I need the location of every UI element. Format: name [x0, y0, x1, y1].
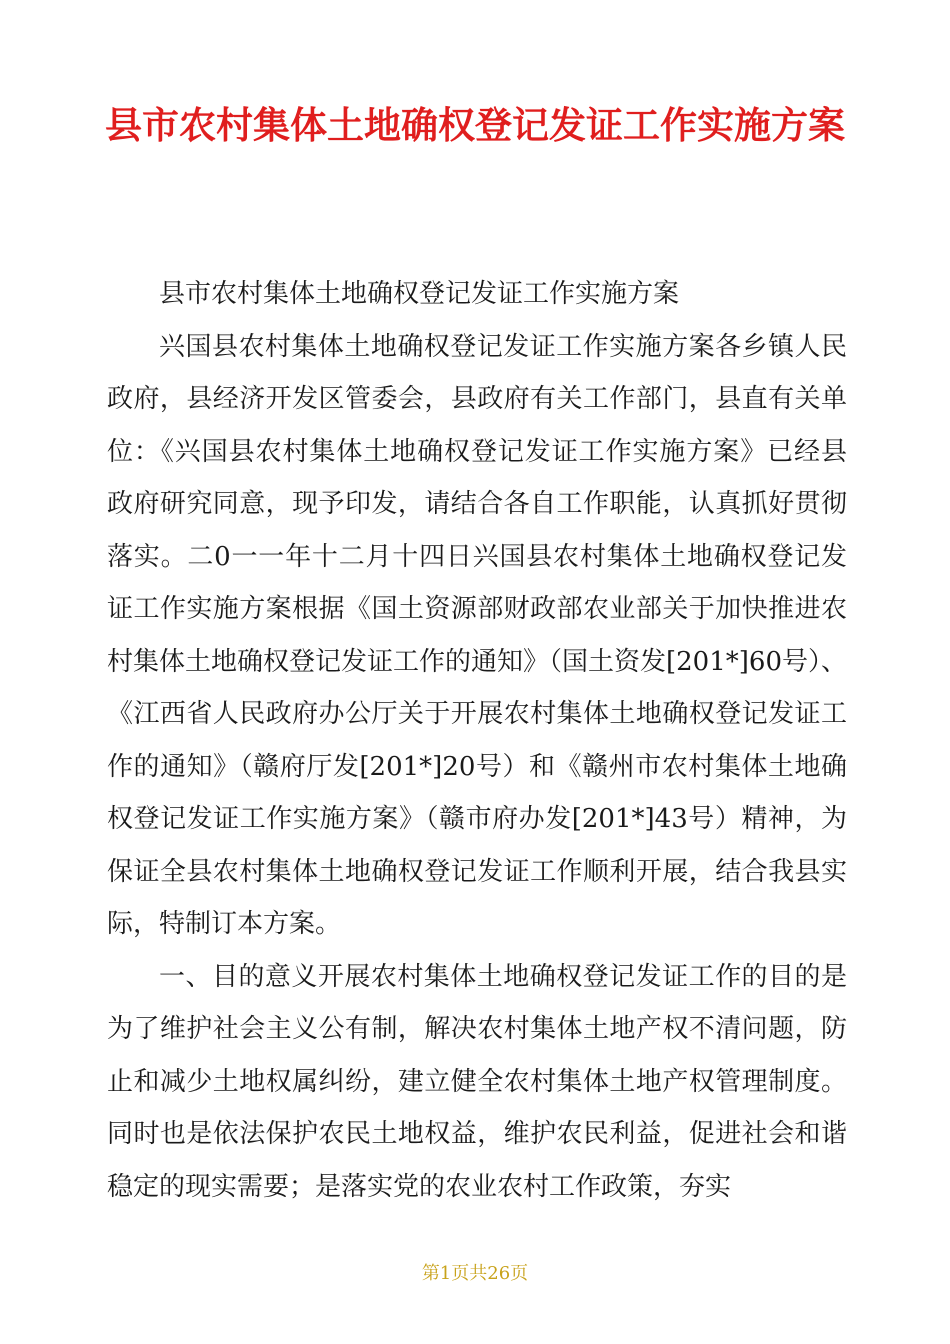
paragraph-notice: 兴国县农村集体土地确权登记发证工作实施方案各乡镇人民政府，县经济开发区管委会，县政府有关工作部门，县直有关单位：《兴国县农村集体土地确权登记发证工作实施方案》已经县政府研究同意，现予印发，请结合各自工作职能，认真抓好贯彻落实。二0一一年十二月十四日兴国县农村集体土地确权登记发证工作实施方案根据《国土资源部财政部农业部关于加快推进农村集体土地确权登记发证工作的通知》（国土资发[201*]60号）、《江西省人民政府办公厅关于开展农村集体土地确权登记发证工作的通知》（赣府厅发[201*]20号）和《赣州市农村集体土地确权登记发证工作实施方案》（赣市府办发[201*]43号）精神，为保证全县农村集体土地确权登记发证工作顺利开展，结合我县实际，特制订本方案。 [107, 331, 847, 939]
document-body [107, 268, 847, 1213]
page-number: 第1页共26页 [421, 1263, 529, 1284]
document-title: 县市农村集体土地确权登记发证工作实施方案 [105, 104, 845, 147]
paragraph-subtitle: 县市农村集体土地确权登记发证工作实施方案 [159, 279, 680, 309]
paragraph-section-1: 一、目的意义开展农村集体土地确权登记发证工作的目的是为了维护社会主义公有制，解决农村集体土地产权不清问题，防止和减少土地权属纠纷，建立健全农村集体土地产权管理制度。同时也是依法保护农民土地权益，维护农民利益，促进社会和谐稳定的现实需要；是落实党的农业农村工作政策，夯实 [107, 961, 847, 1202]
